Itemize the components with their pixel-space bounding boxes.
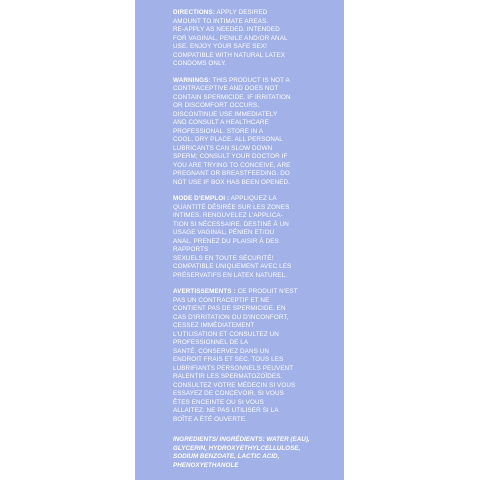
avertissements-label: AVERTISSEMENTS :	[173, 288, 236, 295]
product-label-panel	[135, 0, 344, 480]
ingredients-text: INGREDIENTS/ INGRÉDIENTS: WATER (EAU), GLYCERIN, HYDROXYETHYLCELLULOSE, SODIUM BENZOATE, LACTIC ACID, PHENOXYETHANOLE	[173, 436, 310, 469]
warnings-section	[173, 77, 331, 188]
directions-label: DIRECTIONS:	[173, 9, 216, 16]
mode-emploi-label: MODE D'EMPLOI :	[173, 195, 230, 202]
avertissements-text: CE PRODUIT N'EST PAS UN CONTRACEPTIF ET NE CONTIENT PAS DE SPERMICIDE. EN CAS D'IRRITATION OU D'INCONFORT, CESSEZ IMMÉDIATEMENT L'UTILISATION ET CONSULTEZ UN PROFESSIONNEL DE LA SANTÉ. CONSERVEZ DANS UN ENDROIT FRAIS ET SEC. TOUS LES LUBRIFIANTS PERSONNELS PEUVENT RALENTIR LES SPERMATOZOÏDES. CONSULTEZ VOTRE MÉDECIN SI VOUS ESSAYEZ DE CONCEVOIR, SI VOUS ÊTES ENCEINTE OU SI VOUS ALLAITEZ. NE PAS UTILISER SI LA BOÎTE A ÉTÉ OUVERTE.	[173, 288, 298, 423]
warnings-label: WARNINGS:	[173, 76, 211, 84]
mode-emploi-section	[173, 195, 331, 280]
mode-emploi-text: APPLIQUEZ LA QUANTITÉ DÉSIRÉE SUR LES ZONES INTIMES. RENOUVELEZ L'APPLICA- TION SI NÉCESSAIRE. DESTINÉ À UN USAGE VAGINAL, PÉNIEN ET/OU ANAL. PRENEZ DU PLAISIR À DES RAPPORTS SEXUELS EN TOUTE SÉCURITÉ! COMPATIBLE UNIQUEMENT AVEC LES PRÉSERVATIFS EN LATEX NATUREL.	[173, 195, 292, 279]
avertissements-section	[173, 288, 331, 424]
warnings-text: THIS PRODUCT IS NOT A CONTRACEPTIVE AND DOES NOT CONTAIN SPERMICIDE. IF IRRITATION OR DISCOMFORT OCCURS, DISCONTINUE USE IMMEDIATELY AND CONSULT A HEALTHCARE PROFESSIONAL. STORE IN A COOL, DRY PLACE. ALL PERSONAL LUBRICANTS CAN SLOW DOWN SPERM; CONSULT YOUR DOCTOR IF YOU ARE TRYING TO CONCEIVE, ARE PREGNANT OR BREASTFEEDING. DO NOT USE IF BOX HAS BEEN OPENED.	[173, 76, 291, 186]
directions-section	[173, 9, 331, 69]
directions-text: APPLY DESIRED AMOUNT TO INTIMATE AREAS. RE-APPLY AS NEEDED. INTENDED FOR VAGINAL, PENILE AND/OR ANAL USE. ENJOY YOUR SAFE SEX! COMPATIBLE WITH NATURAL LATEX CONDOMS ONLY.	[173, 9, 288, 67]
